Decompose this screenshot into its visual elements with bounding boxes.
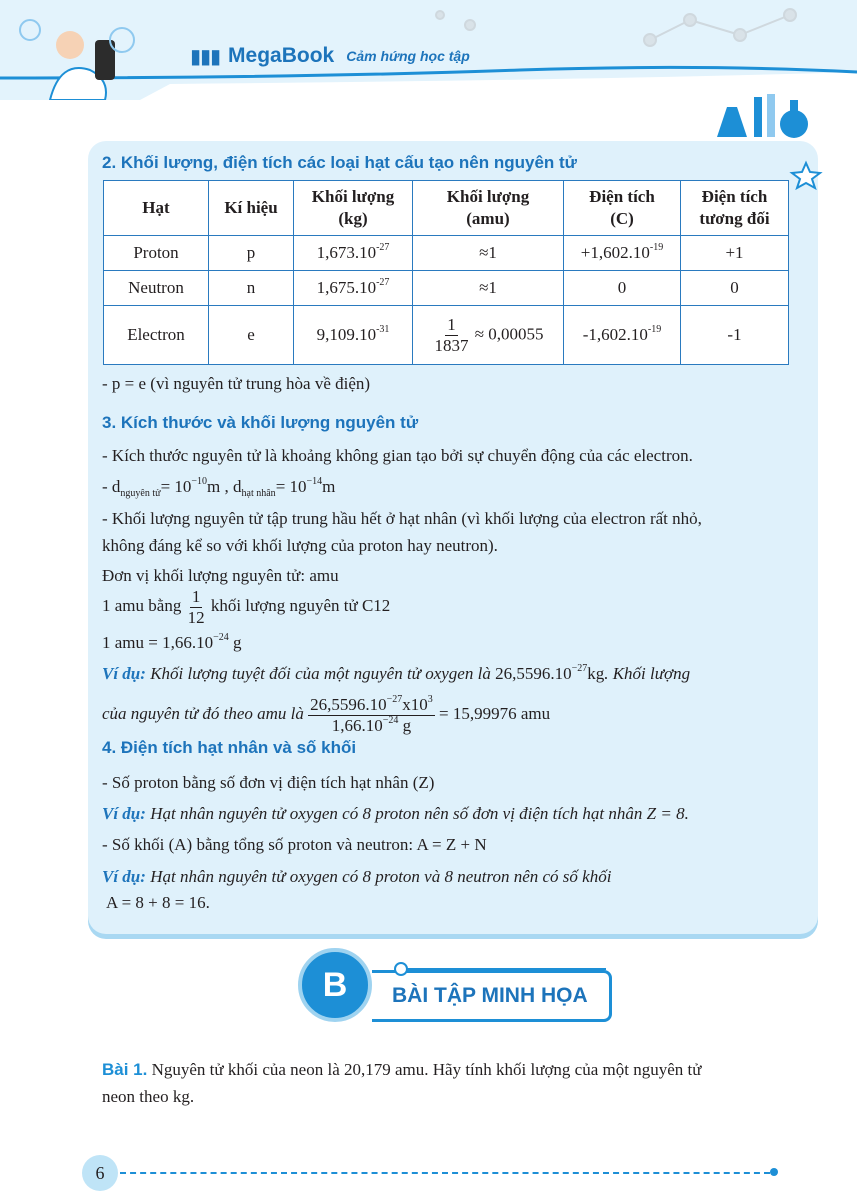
denominator-unit: g — [398, 715, 412, 735]
example-calc-text: của nguyên tử đó theo amu là — [102, 704, 304, 723]
section-b-dot — [394, 962, 408, 976]
example-oxygen-mass — [102, 663, 690, 685]
electron-amu-approx: ≈ 0,00055 — [474, 323, 544, 343]
table-row — [104, 271, 789, 306]
d-atom-unit: m , — [207, 477, 229, 496]
fraction-denominator: 1837 — [434, 335, 469, 355]
th-mass-kg-line1: Khối lượng — [311, 187, 395, 206]
cell-symbol: e — [209, 306, 294, 365]
cell-charge — [564, 306, 681, 365]
d-nucleus-exponent: −14 — [306, 476, 323, 487]
amu-calc-fraction — [308, 695, 435, 736]
th-particle: Hạt — [104, 181, 209, 236]
example-z — [102, 803, 689, 825]
amu-unit-line: Đơn vị khối lượng nguyên tử: amu — [102, 566, 339, 585]
numerator-multiplier: x10 — [402, 694, 428, 714]
charge-value: 0 — [617, 278, 627, 297]
size-definition: - Kích thước nguyên tử là khoảng không gian tạo bởi sự chuyển động của các electron. — [102, 446, 693, 465]
d-atom-symbol: - d — [102, 477, 121, 496]
example-text: Khối lượng tuyệt đối của một nguyên tử oxygen là — [145, 664, 496, 683]
page-header — [0, 0, 857, 100]
cell-rel-charge: +1 — [681, 236, 789, 271]
mass-kg-value: 9,109.10 — [316, 325, 377, 344]
mass-number-line — [102, 834, 487, 856]
table-row — [104, 306, 789, 365]
example-value-unit: kg — [587, 664, 605, 683]
example-text: Hạt nhân nguyên tử oxygen có 8 proton và 8 neutron nên có số khối — [145, 867, 612, 886]
mass-number-formula: A = Z + N — [413, 835, 487, 854]
amu-value-exponent: −24 — [213, 632, 229, 643]
th-rel-charge-line2: tương đối — [699, 209, 770, 228]
section3-heading: 3. Kích thước và khối lượng nguyên tử — [102, 413, 419, 432]
th-charge-line1: Điện tích — [589, 187, 655, 206]
th-mass-kg-line2: (kg) — [338, 209, 368, 228]
th-mass-amu — [413, 181, 564, 236]
charge-exponent: -19 — [649, 242, 664, 253]
cell-mass-amu: ≈1 — [413, 271, 564, 306]
particle-table — [103, 180, 789, 365]
d-nucleus-value: = 10 — [275, 477, 307, 496]
amu-definition — [102, 584, 390, 628]
table-header-row — [104, 181, 789, 236]
cell-mass-kg — [294, 236, 413, 271]
cell-charge — [564, 236, 681, 271]
cell-symbol: p — [209, 236, 294, 271]
mass-kg-value: 1,675.10 — [316, 278, 377, 297]
star-icon — [786, 160, 826, 190]
section-b-badge: B — [298, 948, 372, 1022]
amu-value — [102, 632, 242, 654]
footer-dashed-line — [120, 1172, 770, 1174]
neutral-note: - p = e (vì nguyên tử trung hòa về điện) — [102, 374, 371, 393]
brand-slogan: Cảm hứng học tập — [346, 48, 470, 64]
brand-name: MegaBook — [228, 44, 335, 67]
th-charge-line2: (C) — [610, 209, 634, 228]
mass-kg-exponent: -27 — [376, 242, 390, 253]
amu-calc-result: = 15,99976 amu — [439, 704, 551, 723]
example-label: Ví dụ: — [102, 804, 146, 823]
exercise-label: Bài 1. — [102, 1060, 148, 1079]
cell-charge — [564, 271, 681, 306]
example-value-base: 26,5596.10 — [495, 664, 572, 683]
th-mass-kg — [294, 181, 413, 236]
brand — [190, 44, 470, 68]
mass-kg-exponent: -27 — [376, 277, 390, 288]
cell-symbol: n — [209, 271, 294, 306]
mass-concentration-line1: - Khối lượng nguyên tử tập trung hầu hết ở hạt nhân (vì khối lượng của electron rất nhỏ, — [102, 509, 702, 528]
d-atom-value: = 10 — [160, 477, 192, 496]
th-mass-amu-line2: (amu) — [466, 209, 510, 228]
exercise-1-line1 — [102, 1059, 701, 1081]
diameter-formulas — [102, 476, 335, 498]
mass-kg-value: 1,673.10 — [316, 243, 377, 262]
charge-value: -1,602.10 — [582, 325, 648, 344]
th-rel-charge-line1: Điện tích — [701, 187, 768, 206]
amu-value-unit: g — [228, 633, 242, 652]
numerator-base: 26,5596.10 — [310, 694, 387, 714]
example-text: Hạt nhân nguyên tử oxygen có 8 proton nên số đơn vị điện tích hạt nhân Z = 8. — [145, 804, 689, 823]
th-mass-amu-line1: Khối lượng — [446, 187, 530, 206]
numerator-multiplier-exponent: 3 — [427, 693, 433, 705]
exercise-1-line2: neon theo kg. — [102, 1087, 195, 1106]
lab-glassware-icon — [712, 92, 812, 142]
mass-concentration-line2: không đáng kể so với khối lượng của proton hay neutron). — [102, 536, 498, 555]
footer-end-dot — [770, 1168, 778, 1176]
cell-mass-kg — [294, 271, 413, 306]
fraction-numerator: 1 — [191, 586, 201, 606]
example-a — [102, 866, 611, 888]
table-row — [104, 236, 789, 271]
th-charge — [564, 181, 681, 236]
section2-heading: 2. Khối lượng, điện tích các loại hạt cấu tạo nên nguyên tử — [102, 153, 577, 172]
amu-value-base: 1 amu = 1,66.10 — [102, 633, 214, 652]
numerator-exponent: −27 — [386, 693, 403, 705]
denominator-base: 1,66.10 — [331, 715, 383, 735]
electron-amu-fraction — [432, 315, 470, 356]
th-symbol: Kí hiệu — [209, 181, 294, 236]
fraction-numerator — [308, 695, 435, 716]
amu-def-suffix: khối lượng nguyên tử C12 — [210, 596, 391, 615]
cell-mass-kg — [294, 306, 413, 365]
cell-mass-amu — [413, 306, 564, 365]
charge-exponent: -19 — [647, 324, 662, 335]
cell-rel-charge: -1 — [681, 306, 789, 365]
mass-number-text: - Số khối (A) bằng tổng số proton và neutron: — [102, 835, 414, 854]
d-nucleus-subscript: hạt nhân — [241, 488, 276, 499]
amu-fraction — [186, 587, 207, 628]
proton-charge-line: - Số proton bằng số đơn vị điện tích hạt nhân (Z) — [102, 773, 435, 792]
d-atom-subscript: nguyên tử — [120, 488, 161, 499]
amu-def-prefix: 1 amu bằng — [102, 596, 182, 615]
example-a-formula: A = 8 + 8 = 16. — [106, 893, 210, 912]
cell-name: Neutron — [104, 271, 209, 306]
example-label: Ví dụ: — [102, 867, 146, 886]
page-number: 6 — [82, 1155, 118, 1191]
example-text-tail: . Khối lượng — [604, 664, 691, 683]
d-nucleus-symbol: d — [233, 477, 242, 496]
brand-logo-icon: ▮▮▮ — [190, 44, 221, 68]
th-rel-charge — [681, 181, 789, 236]
fraction-denominator — [330, 716, 413, 736]
cell-rel-charge: 0 — [681, 271, 789, 306]
example-value-exponent: −27 — [571, 663, 588, 674]
fraction-numerator: 1 — [447, 314, 456, 334]
cell-name: Electron — [104, 306, 209, 365]
section-b-line — [406, 968, 606, 970]
d-atom-exponent: −10 — [191, 476, 208, 487]
exercise-text: Nguyên tử khối của neon là 20,179 amu. Hãy tính khối lượng của một nguyên tử — [147, 1060, 702, 1079]
example-label: Ví dụ: — [102, 664, 146, 683]
mass-kg-exponent: -31 — [376, 324, 390, 335]
charge-value: +1,602.10 — [580, 243, 650, 262]
example-amu-calc — [102, 688, 550, 740]
cell-mass-amu: ≈1 — [413, 236, 564, 271]
d-nucleus-unit: m — [322, 477, 336, 496]
fraction-denominator: 12 — [187, 607, 205, 627]
example-value — [495, 664, 604, 683]
section-b-title: BÀI TẬP MINH HỌA — [392, 984, 588, 1007]
denominator-exponent: −24 — [382, 714, 399, 726]
cell-name: Proton — [104, 236, 209, 271]
section4-heading: 4. Điện tích hạt nhân và số khối — [102, 738, 357, 757]
